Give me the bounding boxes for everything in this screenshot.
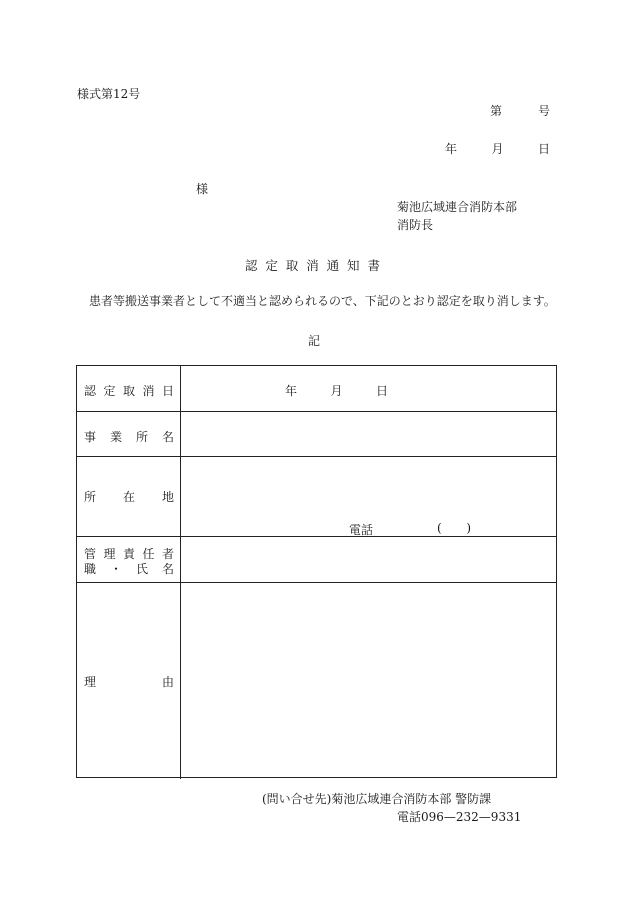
document-title <box>245 256 380 274</box>
table-row-location <box>77 457 556 537</box>
row-label: 所 在 地 <box>84 490 174 504</box>
document-date <box>445 140 550 157</box>
ki-heading: 記 <box>308 334 321 348</box>
contact-line: (問い合せ先)菊池広域連合消防本部 警防課 <box>262 792 492 806</box>
doc-number-prefix: 第 <box>490 104 503 118</box>
label-cell <box>77 537 181 582</box>
label-cell <box>77 457 181 536</box>
date-year: 年 <box>445 142 458 156</box>
title-char: 通 <box>326 258 340 273</box>
table-row-cancel-date <box>77 366 556 412</box>
row-label: 管 理 責 任 者 <box>84 547 174 561</box>
title-char: 認 <box>245 258 258 273</box>
date-day: 日 <box>537 142 550 156</box>
title-char: 知 <box>347 258 360 273</box>
label-cell <box>77 583 181 779</box>
date-month: 月 <box>491 142 504 156</box>
location-field[interactable] <box>181 457 556 536</box>
document-number <box>490 102 550 119</box>
title-char: 書 <box>367 258 380 273</box>
table-row-reason <box>77 583 556 779</box>
title-char: 取 <box>285 258 299 273</box>
phone-area-code: ( ) <box>437 521 471 535</box>
sender-title: 消防長 <box>397 218 434 232</box>
body-text: 患者等搬送事業者として不適当と認められるので、下記のとおり認定を取り消します。 <box>89 294 556 308</box>
reason-field[interactable] <box>181 583 556 779</box>
contact-phone: 電話096—232—9331 <box>397 810 522 824</box>
office-name-field[interactable] <box>181 412 556 456</box>
label-cell <box>77 412 181 456</box>
sender-organization: 菊池広域連合消防本部 <box>397 200 518 214</box>
row-label-second-line: 職 ・ 氏 名 <box>84 562 174 576</box>
form-number: 様式第12号 <box>77 87 141 101</box>
cancel-date-field[interactable] <box>181 366 556 411</box>
title-char: 消 <box>306 258 319 273</box>
addressee-suffix: 様 <box>196 182 209 196</box>
form-table <box>76 365 557 778</box>
cancel-date-units: 年 月 日 <box>285 384 388 398</box>
title-char: 定 <box>265 258 278 273</box>
row-label: 事 業 所 名 <box>84 430 174 444</box>
row-label: 認 定 取 消 日 <box>84 384 174 398</box>
table-row-office-name <box>77 412 556 457</box>
phone-label: 電話 <box>349 523 374 537</box>
label-cell <box>77 366 181 411</box>
row-label: 理 由 <box>84 675 174 689</box>
doc-number-suffix: 号 <box>537 104 550 118</box>
manager-name-field[interactable] <box>181 537 556 582</box>
table-row-manager <box>77 537 556 583</box>
